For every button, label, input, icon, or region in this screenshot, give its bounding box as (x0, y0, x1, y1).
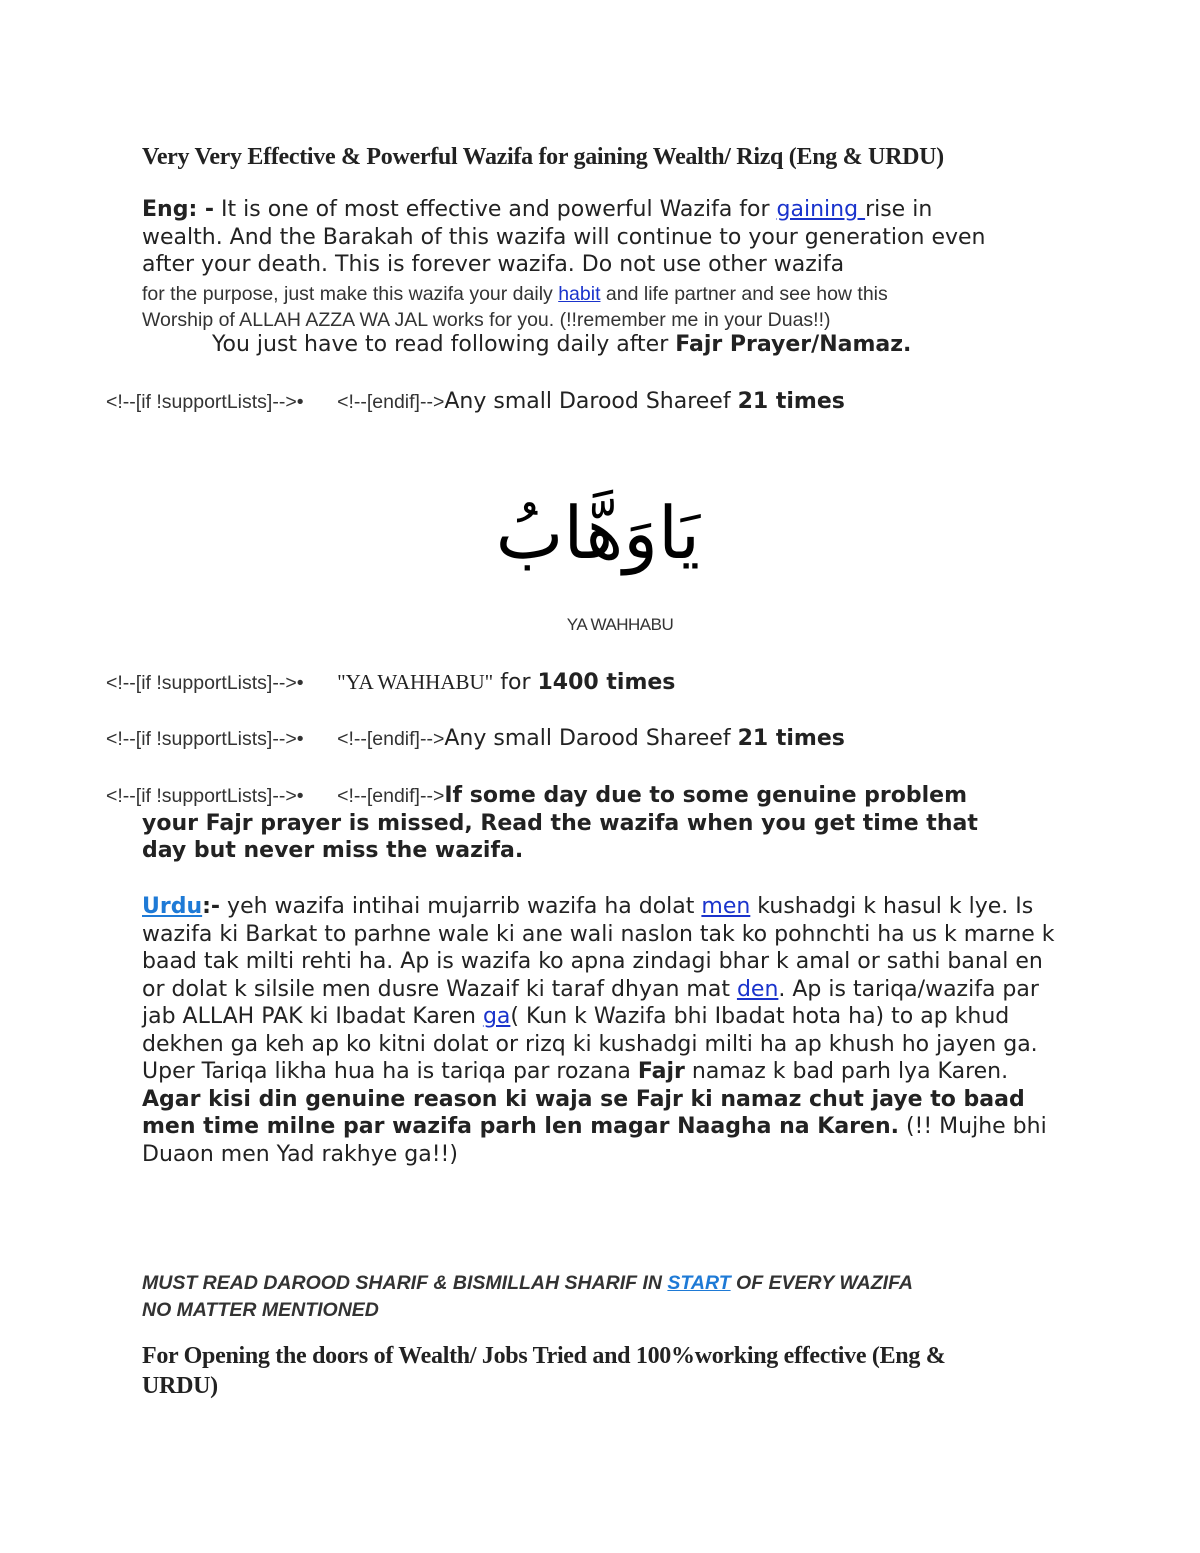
arabic-caption: YA WAHHABU (566, 615, 674, 634)
bullet-item-1 (106, 388, 845, 414)
eng-line-6-a: You just have to read following daily after (212, 332, 676, 357)
link-gaining[interactable]: gaining (776, 197, 866, 222)
eng-text-2: rise in (865, 197, 933, 222)
bullet-comment-if: <!--[if !supportLists]-->• (106, 785, 304, 807)
bullet-1-text: Any small Darood Shareef (444, 389, 738, 414)
bullet-1-bold: 21 times (737, 389, 845, 414)
eng-line-2: wealth. And the Barakah of this wazifa will continue to your generation even (142, 225, 986, 250)
bullet-3-bold: 21 times (737, 726, 845, 751)
urdu-text-1: yeh wazifa intihai mujarrib wazifa ha dolat (220, 894, 702, 919)
eng-text-1: It is one of most effective and powerful Wazifa for (214, 197, 777, 222)
urdu-text-2: kushadgi k hasul k lye. Is wazifa ki Barkat to parhne wale ki ane wali naslon tak ko pohnchti ha us k marne k baad tak milti rehti ha. Ap is wazifa ko apna zindagi bhar k amal or sathi banal en or dolat k silsile men dusre Wazaif ki taraf dhyan mat (142, 894, 1055, 1002)
urdu-agar-bold: Agar kisi din genuine reason ki waja se Fajr ki namaz chut jaye to baad men time milne par wazifa parh len magar Naagha na Karen. (142, 1086, 1025, 1139)
urdu-fajr-bold: Fajr (637, 1059, 685, 1084)
bullet-item-4 (106, 782, 967, 808)
must-read-b: OF EVERY WAZIFA (730, 1272, 914, 1294)
urdu-text-6: (!! Mujhe bhi Duaon men Yad rakhye ga!!) (142, 1114, 1047, 1167)
eng-line-3: after your death. This is forever wazifa. Do not use other wazifa (142, 252, 845, 277)
footer-title-line-2: URDU) (142, 1373, 218, 1399)
bullet-2-quoted: "YA WAHHABU" (337, 670, 494, 694)
link-urdu[interactable]: Urdu (142, 894, 203, 919)
bullet-4-line-1: If some day due to some genuine problem (444, 783, 968, 808)
eng-line-1 (142, 196, 932, 224)
bullet-2-text: for (493, 670, 538, 695)
link-habit[interactable]: habit (558, 283, 601, 305)
link-men[interactable]: men (701, 894, 751, 919)
eng-line-4-b: and life partner and see how this (600, 283, 888, 305)
bullet-comment-if: <!--[if !supportLists]-->• (106, 391, 304, 413)
urdu-text-4: ( Kun k Wazifa bhi Ibadat hota ha) to ap khud dekhen ga keh ap ko kitni dolat or rizq ki kushadgi milti ha ap khush ho jayen ga. Uper Tariqa likha hua ha is tariqa par rozana (142, 1004, 1038, 1084)
urdu-sep: :- (202, 894, 221, 919)
link-den[interactable]: den (736, 976, 779, 1002)
bullet-comment-if: <!--[if !supportLists]-->• (106, 672, 304, 694)
bullet-3-text: Any small Darood Shareef (444, 726, 738, 751)
must-read-line-1 (142, 1272, 913, 1295)
bullet-item-3 (106, 725, 845, 751)
fajr-prayer-label: Fajr Prayer/Namaz. (675, 332, 912, 357)
urdu-paragraph (142, 893, 1062, 1168)
eng-line-6 (212, 331, 911, 359)
eng-line-4 (142, 281, 888, 308)
bullet-2-bold: 1400 times (537, 670, 676, 695)
must-read-a: MUST READ DAROOD SHARIF & BISMILLAH SHARIF IN (142, 1272, 668, 1294)
bullet-4-line-3: day but never miss the wazifa. (142, 838, 524, 863)
footer-title-line-1: For Opening the doors of Wealth/ Jobs Tried and 100%working effective (Eng & (142, 1343, 946, 1369)
bullet-item-2 (106, 669, 675, 695)
bullet-4-line-2: your Fajr prayer is missed, Read the wazifa when you get time that (142, 811, 978, 836)
must-read-line-2: NO MATTER MENTIONED (142, 1299, 379, 1321)
eng-line-5: Worship of ALLAH AZZA WA JAL works for you. (!!remember me in your Duas!!) (142, 309, 831, 331)
page-title: Very Very Effective & Powerful Wazifa for gaining Wealth/ Rizq (Eng & URDU) (142, 144, 944, 170)
eng-line-4-a: for the purpose, just make this wazifa your daily (142, 283, 559, 305)
bullet-comment-endif: <!--[endif]--> (337, 391, 445, 413)
arabic-calligraphy: يَاوَهَّابُ (495, 494, 700, 574)
urdu-text-5: namaz k bad parh lya Karen. (684, 1059, 1009, 1084)
link-ga[interactable]: ga (482, 1004, 511, 1029)
urdu-text-3: . Ap is tariqa/wazifa par jab ALLAH PAK ki Ibadat Karen (142, 976, 1039, 1029)
bullet-comment-endif: <!--[endif]--> (337, 785, 445, 807)
link-start[interactable]: START (667, 1272, 731, 1294)
bullet-comment-endif: <!--[endif]--> (337, 728, 445, 750)
eng-label: Eng: - (142, 197, 215, 222)
bullet-comment-if: <!--[if !supportLists]-->• (106, 728, 304, 750)
